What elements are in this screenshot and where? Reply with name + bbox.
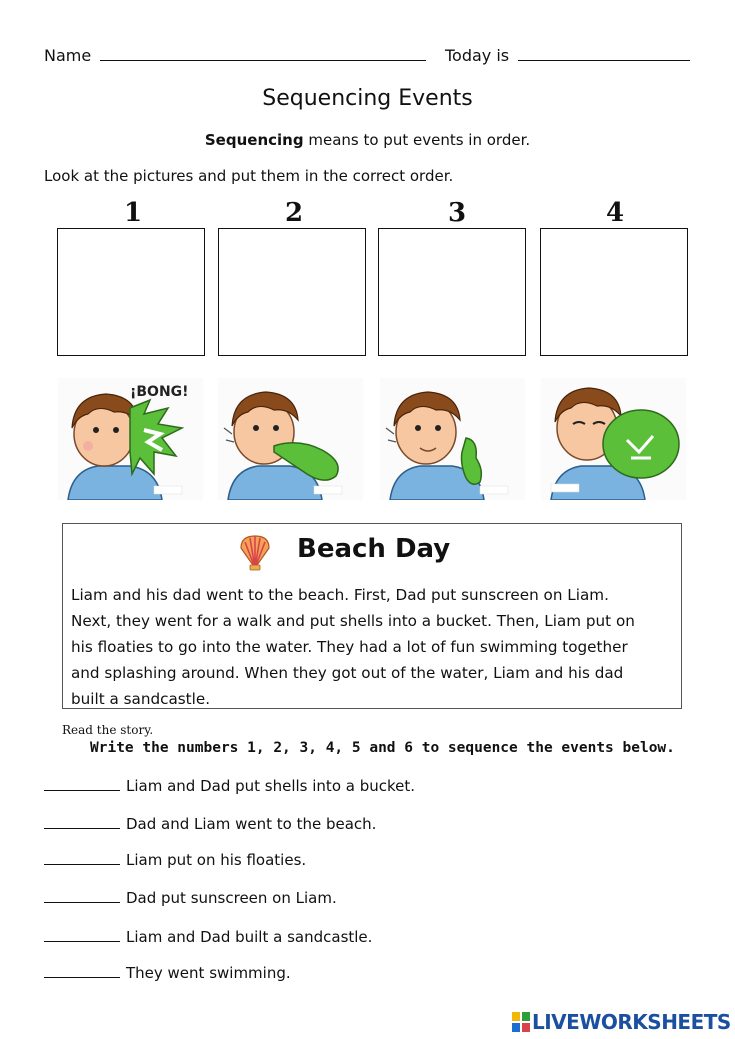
story-line: his floaties to go into the water. They had a lot of fun swimming together	[71, 638, 628, 656]
story-line: built a sandcastle.	[71, 690, 211, 708]
picture-long-balloon[interactable]	[218, 378, 363, 500]
story-box	[62, 523, 682, 709]
brand-logo	[512, 1010, 731, 1034]
event-text: Dad and Liam went to the beach.	[126, 815, 377, 833]
picture-deflated-balloon[interactable]	[380, 378, 525, 500]
sequence-instruction: Write the numbers 1, 2, 3, 4, 5 and 6 to sequence the events below.	[90, 740, 675, 756]
event-answer-blank[interactable]	[44, 902, 120, 903]
event-answer-blank[interactable]	[44, 977, 120, 978]
picture-round-balloon[interactable]	[541, 378, 686, 500]
story-line: Liam and his dad went to the beach. First, Dad put sunscreen on Liam.	[71, 586, 609, 604]
event-answer-blank[interactable]	[44, 828, 120, 829]
event-row	[44, 851, 306, 869]
definition-term: Sequencing	[204, 131, 304, 149]
bong-label: ¡BONG!	[130, 384, 189, 400]
date-label: Today is	[445, 46, 510, 65]
event-row	[44, 928, 372, 946]
story-title: Beach Day	[297, 534, 451, 564]
answer-box-2[interactable]	[218, 228, 366, 356]
definition	[0, 131, 735, 149]
seashell-icon	[235, 532, 275, 572]
event-answer-blank[interactable]	[44, 790, 120, 791]
read-note: Read the story.	[62, 723, 154, 737]
picture-instruction: Look at the pictures and put them in the correct order.	[44, 167, 454, 185]
answer-box-3[interactable]	[378, 228, 526, 356]
event-text: Liam put on his floaties.	[126, 851, 307, 869]
story-text	[71, 582, 675, 712]
story-line: and splashing around. When they got out of the water, Liam and his dad	[71, 664, 624, 682]
event-text: Dad put sunscreen on Liam.	[126, 889, 337, 907]
box-number-2: 2	[285, 198, 304, 228]
box-number-4: 4	[606, 198, 625, 228]
name-field[interactable]	[44, 46, 426, 65]
definition-text: means to put events in order.	[308, 131, 531, 149]
name-label: Name	[44, 46, 92, 65]
liveworksheets-icon	[512, 1012, 530, 1032]
event-row	[44, 815, 376, 833]
date-field[interactable]	[445, 46, 690, 65]
event-answer-blank[interactable]	[44, 864, 120, 865]
brand-text: LIVEWORKSHEETS	[532, 1010, 731, 1034]
date-blank[interactable]	[518, 47, 690, 61]
page-title: Sequencing Events	[262, 86, 473, 111]
picture-balloon-pop[interactable]	[58, 378, 203, 500]
event-row	[44, 889, 337, 907]
event-text: They went swimming.	[126, 964, 291, 982]
event-text: Liam and Dad built a sandcastle.	[126, 928, 373, 946]
box-number-3: 3	[448, 198, 467, 228]
answer-box-4[interactable]	[540, 228, 688, 356]
event-text: Liam and Dad put shells into a bucket.	[126, 777, 416, 795]
story-line: Next, they went for a walk and put shells into a bucket. Then, Liam put on	[71, 612, 635, 630]
event-row	[44, 964, 291, 982]
name-blank[interactable]	[100, 47, 426, 61]
answer-box-1[interactable]	[57, 228, 205, 356]
box-number-1: 1	[124, 198, 143, 228]
event-answer-blank[interactable]	[44, 941, 120, 942]
event-row	[44, 777, 415, 795]
